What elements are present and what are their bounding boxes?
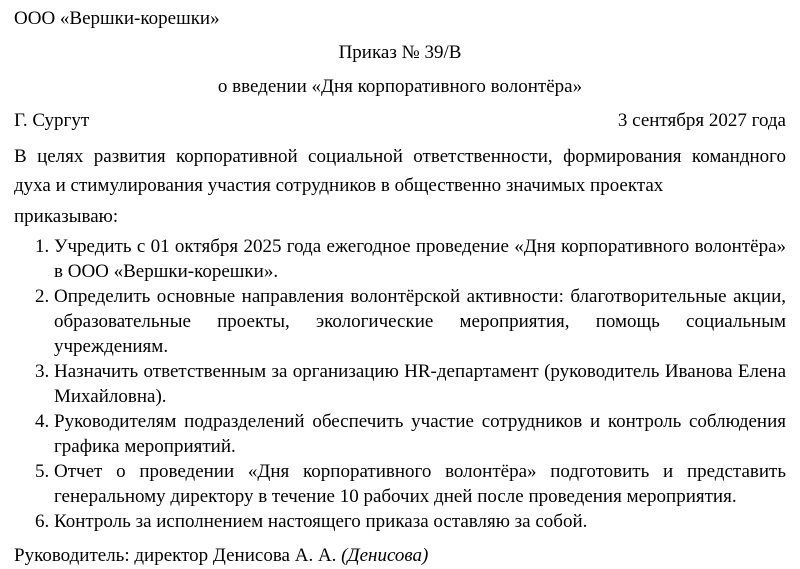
order-item: 3. Назначить ответственным за организацию HR-департамент (руководитель Иванова Елена Михайловна). <box>54 359 786 409</box>
signature-label: Руководитель: директор Денисова А. А. <box>14 545 337 566</box>
order-item: 5. Отчет о проведении «Дня корпоративного волонтёра» подготовить и представить генеральному директору в течение 10 рабочих дней после проведения мероприятия. <box>54 459 786 509</box>
order-subtitle: о введении «Дня корпоративного волонтёра» <box>217 76 583 97</box>
place-date-row <box>14 108 786 134</box>
company-name: ООО «Вершки-корешки» <box>14 8 220 29</box>
order-item: 2. Определить основные направления волонтёрской активности: благотворительные акции, образовательные проекты, экологические мероприятия, помощь социальным учреждениям. <box>54 284 786 359</box>
order-item: 1. Учредить с 01 октября 2025 года ежегодное проведение «Дня корпоративного волонтёра» в ООО «Вершки-корешки». <box>54 234 786 284</box>
order-title: Приказ № 39/В <box>338 42 462 63</box>
place-label: Г. Сургут <box>14 110 90 131</box>
signature-line <box>14 543 786 569</box>
date-label: 3 сентября 2027 года <box>617 110 786 131</box>
decree-word: приказываю: <box>14 206 119 227</box>
order-item: 6. Контроль за исполнением настоящего приказа оставляю за собой. <box>54 509 786 534</box>
signature-name: (Денисова) <box>341 545 429 566</box>
order-items-list <box>14 234 786 534</box>
order-item: 4. Руководителям подразделений обеспечить участие сотрудников и контроль соблюдения графика мероприятий. <box>54 409 786 459</box>
preamble-paragraph: В целях развития корпоративной социальной ответственности, формирования командного духа и стимулирования участия сотрудников в общественно значимых проектах <box>14 146 786 196</box>
